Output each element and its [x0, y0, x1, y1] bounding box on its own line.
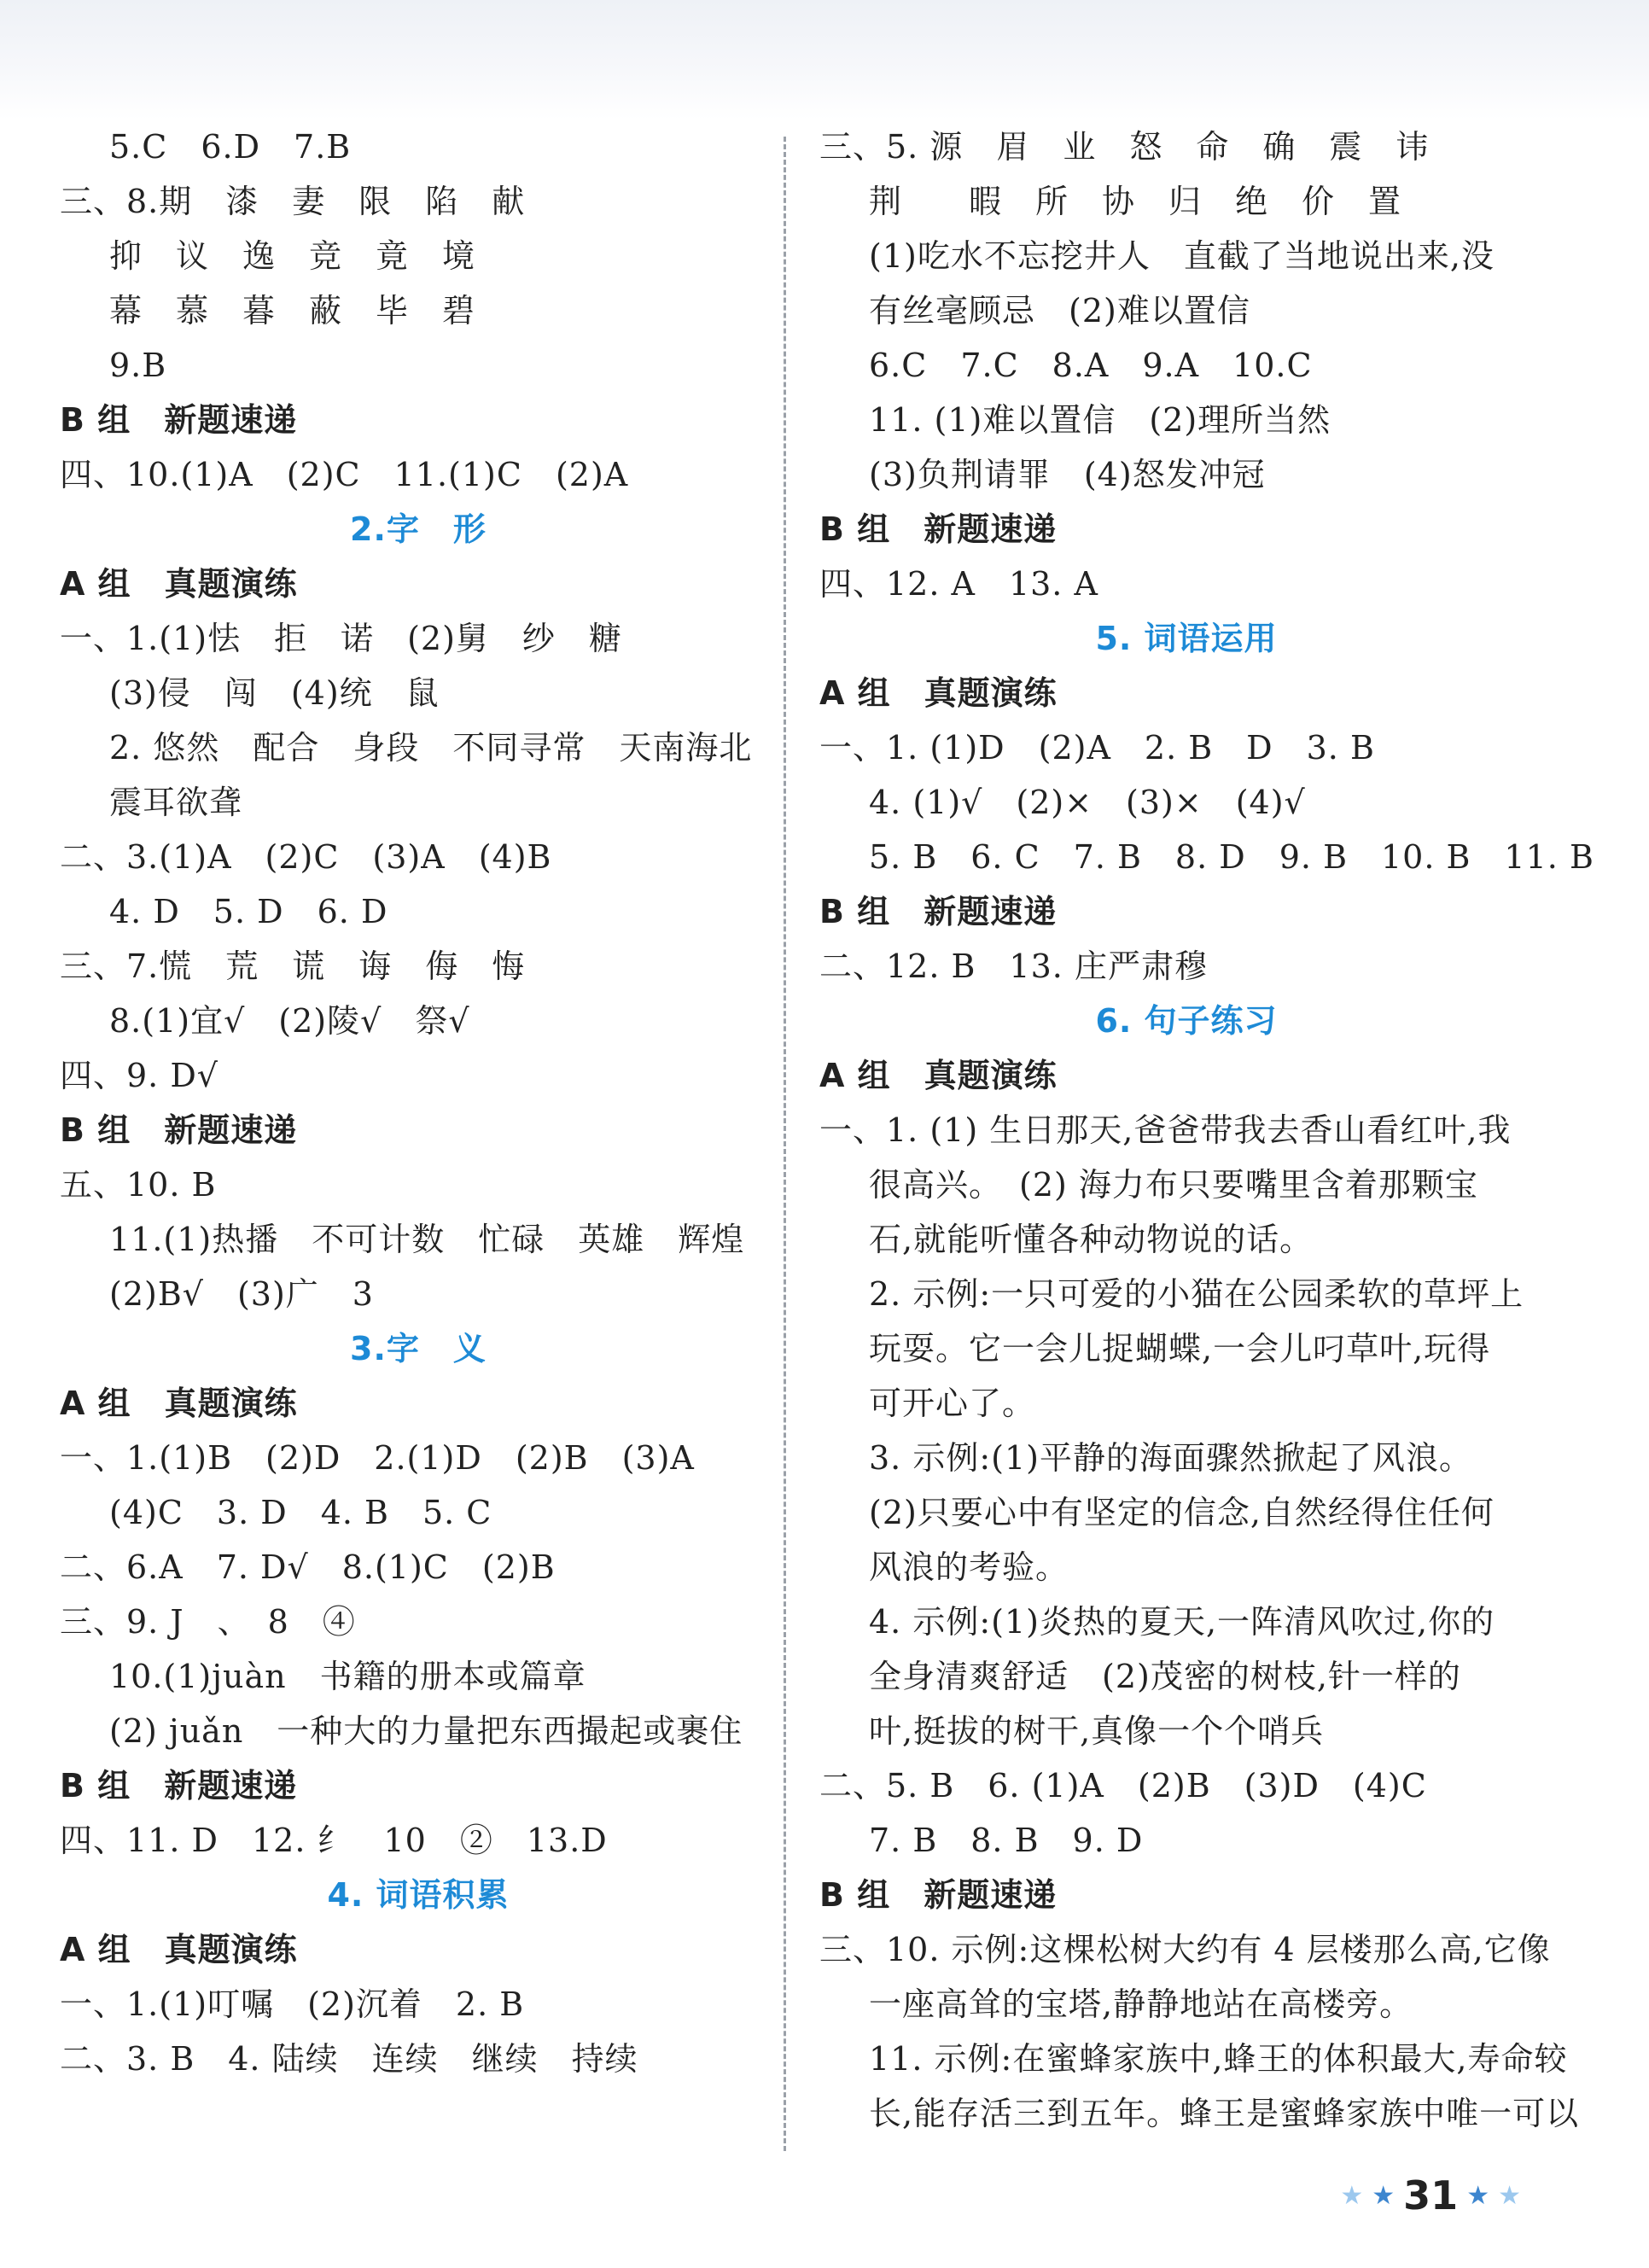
answer-line: 长,能存活三到五年。蜂王是蜜蜂家族中唯一可以	[869, 2095, 1580, 2132]
group-label: B 组 新题速递	[60, 1111, 298, 1149]
answer-line: 玩耍。它一会儿捉蝴蝶,一会儿叼草叶,玩得	[869, 1330, 1491, 1367]
answer-line: 二、12. B 13. 庄严肃穆	[819, 947, 1208, 985]
top-band	[0, 0, 1649, 120]
answer-line: 2. 示例:一只可爱的小猫在公园柔软的草坪上	[869, 1275, 1524, 1313]
answer-line: 三、9. J 、 8 ④	[60, 1603, 356, 1641]
answer-line: 一、1.(1)叮嘱 (2)沉着 2. B	[60, 1985, 525, 2023]
answer-line: 4. 示例:(1)炎热的夏天,一阵清风吹过,你的	[869, 1603, 1495, 1641]
answer-line: 荆 暇 所 协 归 绝 价 置	[869, 183, 1402, 220]
answer-line: 5. B 6. C 7. B 8. D 9. B 10. B 11. B	[869, 838, 1594, 876]
answer-line: 8.(1)宜√ (2)陵√ 祭√	[109, 1002, 470, 1040]
answer-line: 四、10.(1)A (2)C 11.(1)C (2)A	[60, 456, 629, 493]
answer-line: 二、6.A 7. D√ 8.(1)C (2)B	[60, 1548, 556, 1586]
answer-line: 4. D 5. D 6. D	[109, 893, 388, 930]
answer-line: 9.B	[109, 347, 167, 384]
answer-line: 2. 悠然 配合 身段 不同寻常 天南海北	[109, 729, 753, 767]
answer-line: (2) juǎn 一种大的力量把东西撮起或裹住	[109, 1712, 743, 1750]
section-heading: 2.字 形	[350, 510, 487, 548]
answer-line: 石,就能听懂各种动物说的话。	[869, 1221, 1314, 1258]
group-label: B 组 新题速递	[819, 1876, 1058, 1914]
section-heading: 5. 词语运用	[1095, 620, 1278, 657]
answer-line: 抑 议 逸 竞 竟 境	[109, 237, 476, 275]
answer-line: 幕 慕 暮 蔽 毕 碧	[109, 292, 476, 329]
answer-line: 11.(1)热播 不可计数 忙碌 英雄 辉煌	[109, 1221, 745, 1258]
answer-line: 四、11. D 12. 纟 10 ② 13.D	[60, 1822, 608, 1859]
answer-line: 五、10. B	[60, 1166, 217, 1204]
group-label: B 组 新题速递	[60, 1767, 298, 1804]
answer-line: (2)B√ (3)广 3	[109, 1275, 374, 1313]
answer-line: 11. (1)难以置信 (2)理所当然	[869, 401, 1331, 439]
answer-line: (3)侵 闯 (4)统 鼠	[109, 674, 440, 712]
answer-line: (1)吃水不忘挖井人 直截了当地说出来,没	[869, 237, 1495, 275]
answer-line: 一、1.(1)怯 拒 诺 (2)舅 纱 糖	[60, 620, 622, 657]
answer-line: 3. 示例:(1)平静的海面骤然掀起了风浪。	[869, 1439, 1472, 1477]
answer-line: 全身清爽舒适 (2)茂密的树枝,针一样的	[869, 1658, 1461, 1695]
group-label: A 组 真题演练	[60, 1385, 298, 1422]
group-label: B 组 新题速递	[819, 510, 1058, 548]
group-label: A 组 真题演练	[819, 674, 1058, 712]
answer-line: 一、1.(1)B (2)D 2.(1)D (2)B (3)A	[60, 1439, 695, 1477]
answer-line: 一座高耸的宝塔,静静地站在高楼旁。	[869, 1985, 1413, 2023]
answer-line: 11. 示例:在蜜蜂家族中,蜂王的体积最大,寿命较	[869, 2040, 1568, 2078]
answer-line: 可开心了。	[869, 1385, 1036, 1422]
page-number-area	[1340, 2172, 1521, 2218]
right-column	[819, 120, 1594, 2141]
section-heading: 6. 句子练习	[1095, 1002, 1278, 1040]
answer-line: 7. B 8. B 9. D	[869, 1822, 1144, 1859]
group-label: B 组 新题速递	[60, 401, 298, 439]
answer-line: 三、8.期 漆 妻 限 陷 献	[60, 183, 526, 220]
answer-line: 5.C 6.D 7.B	[109, 128, 352, 166]
answer-line: 10.(1)juàn 书籍的册本或篇章	[109, 1658, 586, 1695]
column-divider	[784, 137, 786, 2151]
page-number: 31	[1403, 2172, 1459, 2218]
answer-line: 三、5. 源 眉 业 怒 命 确 震 讳	[819, 128, 1430, 166]
group-label: A 组 真题演练	[60, 1931, 298, 1968]
star-icon: ★	[1498, 2180, 1521, 2211]
answer-line: 二、5. B 6. (1)A (2)B (3)D (4)C	[819, 1767, 1427, 1804]
group-label: B 组 新题速递	[819, 893, 1058, 930]
answer-line: 叶,挺拔的树干,真像一个个哨兵	[869, 1712, 1325, 1750]
answer-line: 6.C 7.C 8.A 9.A 10.C	[869, 347, 1313, 384]
answer-line: 震耳欲聋	[109, 784, 243, 821]
answer-line: 四、9. D√	[60, 1057, 219, 1094]
answer-line: 4. (1)√ (2)× (3)× (4)√	[869, 784, 1306, 821]
answer-line: 很高兴。 (2) 海力布只要嘴里含着那颗宝	[869, 1166, 1478, 1204]
section-heading: 4. 词语积累	[327, 1876, 510, 1914]
section-heading: 3.字 义	[350, 1330, 487, 1367]
answer-line: 三、7.慌 荒 谎 诲 侮 悔	[60, 947, 526, 985]
star-icon: ★	[1466, 2180, 1490, 2211]
left-column	[60, 120, 777, 2086]
answer-line: (2)只要心中有坚定的信念,自然经得住任何	[869, 1494, 1495, 1531]
answer-line: 风浪的考验。	[869, 1548, 1069, 1586]
group-label: A 组 真题演练	[60, 565, 298, 603]
star-icon: ★	[1372, 2180, 1396, 2211]
answer-line: 有丝毫顾忌 (2)难以置信	[869, 292, 1250, 329]
answer-line: 一、1. (1) 生日那天,爸爸带我去香山看红叶,我	[819, 1111, 1512, 1149]
answer-line: 四、12. A 13. A	[819, 565, 1098, 603]
answer-line: (3)负荆请罪 (4)怒发冲冠	[869, 456, 1266, 493]
answer-line: (4)C 3. D 4. B 5. C	[109, 1494, 492, 1531]
answer-line: 三、10. 示例:这棵松树大约有 4 层楼那么高,它像	[819, 1931, 1551, 1968]
answer-line: 一、1. (1)D (2)A 2. B D 3. B	[819, 729, 1375, 767]
star-icon: ★	[1340, 2180, 1364, 2211]
group-label: A 组 真题演练	[819, 1057, 1058, 1094]
answer-line: 二、3. B 4. 陆续 连续 继续 持续	[60, 2040, 638, 2078]
answer-line: 二、3.(1)A (2)C (3)A (4)B	[60, 838, 552, 876]
